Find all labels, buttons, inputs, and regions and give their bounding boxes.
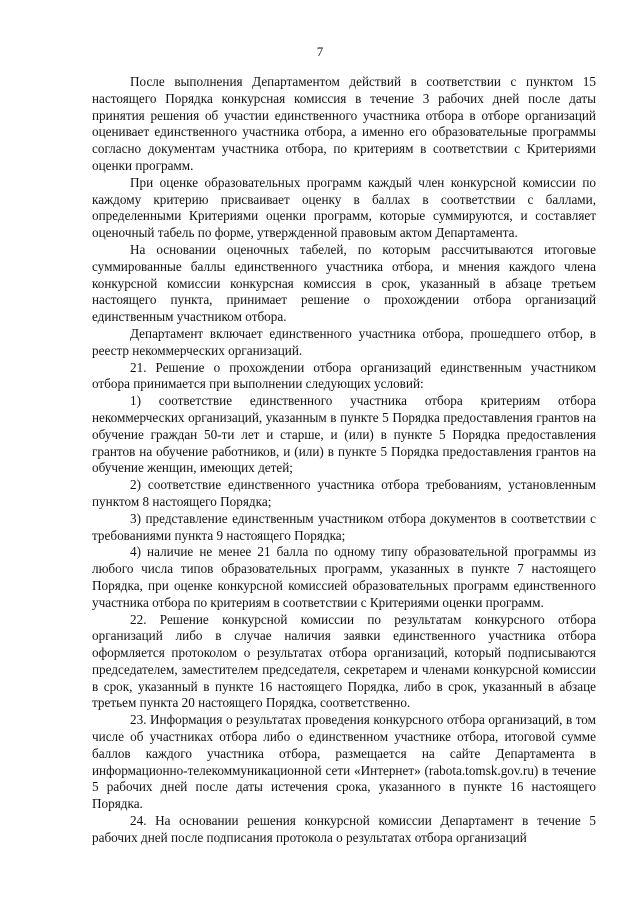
list-item: 2) соответствие единственного участника отбора требованиям, установленным пунктом 8 настоящего Порядка; — [92, 477, 596, 509]
paragraph: 23. Информация о результатах проведения конкурсного отбора организаций, в том числе об участниках отбора либо о единственном участнике отбора, итоговой сумме баллов каждого участника отбора, размещается на сайте Департамента в информационно-телекоммуникационной сети «Интернет» (rabota.tomsk.gov.ru) в течение 5 рабочих дней после даты истечения срока, указанного в пункте 16 настоящего Порядка. — [92, 712, 596, 812]
document-body — [92, 74, 596, 847]
list-item: 1) соответствие единственного участника отбора критериям отбора некоммерческих организаций, указанным в пункте 5 Порядка предоставления грантов на обучение граждан 50-ти лет и старше, и (или) в пункте 5 Порядка предоставления грантов на обучение работников, и (или) в пункте 5 Порядка предоставления грантов на обучение женщин, имеющих детей; — [92, 393, 596, 476]
paragraph: 21. Решение о прохождении отбора организаций единственным участником отбора принимается при выполнении следующих условий: — [92, 359, 596, 392]
paragraph: Департамент включает единственного участника отбора, прошедшего отбор, в реестр некоммерческих организаций. — [92, 325, 596, 358]
paragraph: 22. Решение конкурсной комиссии по результатам конкурсного отбора организаций либо в случае наличия заявки единственного участника отбора оформляется протоколом о результатах отбора организаций, который подписываются председателем, заместителем председателя, секретарем и членами конкурсной комиссии в срок, указанный в пункте 16 настоящего Порядка, либо в срок, указанный в абзаце третьем пункта 20 настоящего Порядка, соответственно. — [92, 611, 596, 711]
paragraph: 24. На основании решения конкурсной комиссии Департамент в течение 5 рабочих дней после подписания протокола о результатах отбора организаций — [92, 813, 596, 845]
page-number: 7 — [316, 44, 324, 59]
paragraph: При оценке образовательных программ каждый член конкурсной комиссии по каждому критерию присваивает оценку в баллах в соответствии с баллами, определенными Критериями оценки программ, которые суммируются, и составляет оценочный табель по форме, утвержденной правовым актом Департамента. — [92, 174, 596, 241]
paragraph: После выполнения Департаментом действий в соответствии с пунктом 15 настоящего Порядка конкурсная комиссия в течение 3 рабочих дней после даты принятия решения об участии единственного участника отбора в отборе организаций оценивает единственного участника отбора, а именно его образовательные программы согласно документам участника отбора, по критериям в соответствии с Критериями оценки программ. — [92, 74, 596, 173]
list-item: 3) представление единственным участником отбора документов в соответствии с требованиями пункта 9 настоящего Порядка; — [92, 510, 596, 543]
paragraph: На основании оценочных табелей, по которым рассчитываются итоговые суммированные баллы единственного участника отбора, и мнения каждого члена конкурсной комиссии конкурсная комиссия в срок, указанный в абзаце третьем настоящего пункта, принимает решение о прохождении отбора организаций единственным участником отбора. — [92, 241, 596, 325]
list-item: 4) наличие не менее 21 балла по одному типу образовательной программы из любого числа типов образовательных программ, указанных в пункте 7 настоящего Порядка, при оценке конкурсной комиссией образовательных программ единственного участника отбора по критериям в соответствии с Критериями оценки программ. — [92, 544, 596, 610]
